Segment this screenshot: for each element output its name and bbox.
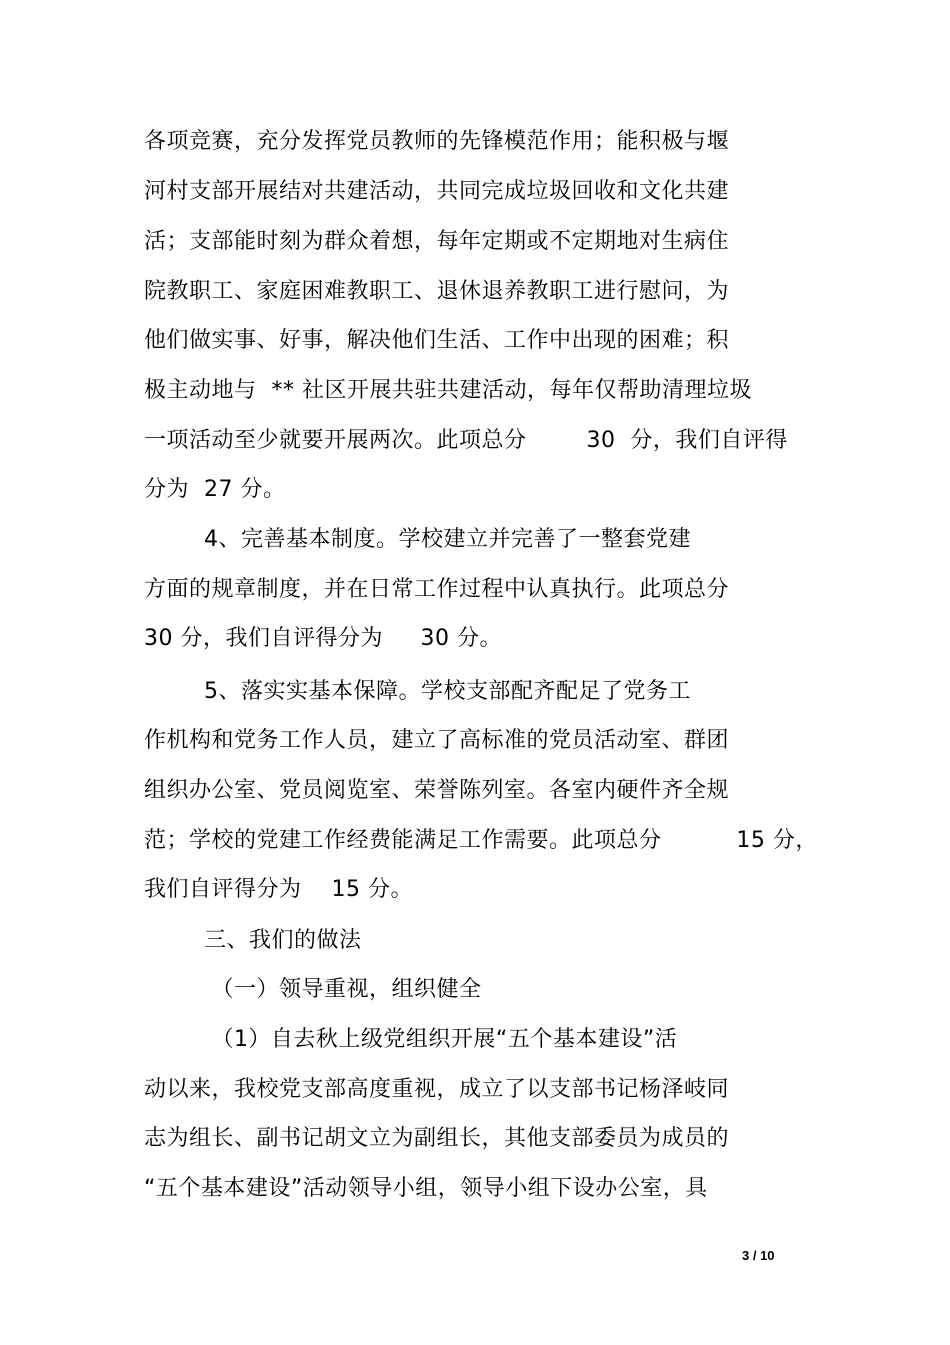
text-line: 志为组长、副书记胡文立为副组长，其他支部委员为成员的 bbox=[144, 1126, 730, 1151]
text-line: 动以来，我校党支部高度重视，成立了以支部书记杨泽岐同 bbox=[144, 1077, 730, 1102]
text-line: 方面的规章制度，并在日常工作过程中认真执行。此项总分 bbox=[144, 577, 730, 602]
text-line: 极主动地与 ** 社区开展共驻共建活动，每年仅帮助清理垃圾 bbox=[144, 378, 752, 403]
text-line: 组织办公室、党员阅览室、荣誉陈列室。各室内硬件齐全规 bbox=[144, 778, 730, 803]
page-number: 3 / 10 bbox=[742, 1248, 775, 1263]
text-line: 作机构和党务工作人员，建立了高标准的党员活动室、群团 bbox=[144, 728, 730, 753]
text-line: 各项竞赛，充分发挥党员教师的先锋模范作用；能积极与堰 bbox=[144, 129, 730, 154]
text-line: 范；学校的党建工作经费能满足工作需要。此项总分 15 分， bbox=[144, 828, 818, 853]
text-line: 河村支部开展结对共建活动，共同完成垃圾回收和文化共建 bbox=[144, 179, 730, 204]
section-heading: 三、我们的做法 bbox=[144, 928, 362, 953]
text-line: 5、落实实基本保障。学校支部配齐配足了党务工 bbox=[144, 679, 691, 704]
text-line: 院教职工、家庭困难教职工、退休退养教职工进行慰问，为 bbox=[144, 279, 730, 304]
text-line: 活；支部能时刻为群众着想，每年定期或不定期地对生病住 bbox=[144, 229, 730, 254]
text-line: 我们自评得分为 15 分。 bbox=[144, 877, 413, 902]
subsection-heading: （一）领导重视，组织健全 bbox=[144, 977, 482, 1002]
text-line: 一项活动至少就要开展两次。此项总分 30 分，我们自评得 bbox=[144, 428, 788, 453]
text-line: 分为 27 分。 bbox=[144, 477, 286, 502]
text-line: 4、完善基本制度。学校建立并完善了一整套党建 bbox=[144, 527, 691, 552]
text-line: “五个基本建设”活动领导小组，领导小组下设办公室，具 bbox=[144, 1176, 708, 1201]
text-line: 30 分，我们自评得分为 30 分。 bbox=[144, 626, 502, 651]
text-line: 他们做实事、好事，解决他们生活、工作中出现的困难；积 bbox=[144, 328, 730, 353]
text-line: （1）自去秋上级党组织开展“五个基本建设”活 bbox=[144, 1027, 678, 1052]
